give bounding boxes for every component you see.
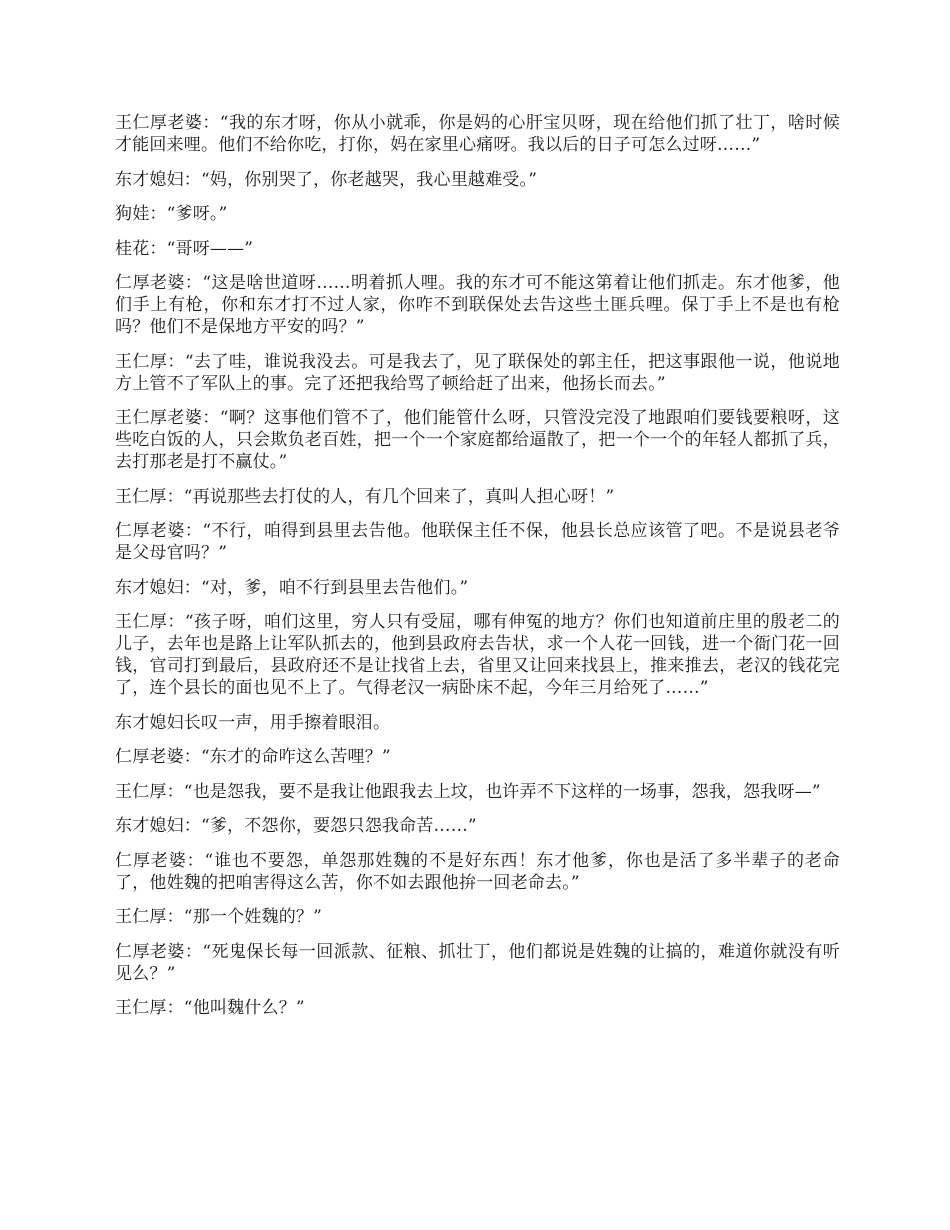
dialogue-paragraph: 仁厚老婆：“死鬼保长每一回派款、征粮、抓壮丁，他们都说是姓魏的让搞的，难道你就没有听见么？” xyxy=(115,941,840,984)
dialogue-paragraph: 狗娃：“爹呀。” xyxy=(115,204,228,224)
dialogue-paragraph: 东才媳妇：“对，爹，咱不行到县里去告他们。” xyxy=(115,577,469,598)
dialogue-paragraph: 王仁厚老婆：“啊？这事他们管不了，他们能管什么呀，只管没完没了地跟咱们要钱要粮呀，这些吃白饭的人，只会欺负老百姓，把一个一个家庭都给逼散了，把一个一个的年轻人都抓了兵，去打那老是打不赢仗。” xyxy=(115,408,840,472)
document-body xyxy=(115,112,840,1032)
dialogue-paragraph: 王仁厚：“孩子呀，咱们这里，穷人只有受屈，哪有伸冤的地方？你们也知道前庄里的殷老二的儿子，去年也是路上让军队抓去的，他到县政府去告状，求一个人花一回钱，进一个衙门花一回钱，官司打到最后，县政府还不是让找省上去，省里又让回来找县上，推来推去，老汉的钱花完了，连个县长的面也见不上了。气得老汉一病卧床不起，今年三月给死了……” xyxy=(115,612,840,698)
dialogue-paragraph: 王仁厚：“去了哇，谁说我没去。可是我去了，见了联保处的郭主任，把这事跟他一说，他说地方上管不了军队上的事。完了还把我给骂了顿给赶了出来，他扬长而去。” xyxy=(115,351,840,394)
dialogue-paragraph: 王仁厚老婆：“我的东才呀，你从小就乖，你是妈的心肝宝贝呀，现在给他们抓了壮丁，啥时候才能回来哩。他们不给你吃，打你，妈在家里心痛呀。我以后的日子可怎么过呀……” xyxy=(115,113,840,155)
dialogue-paragraph: 仁厚老婆：“谁也不要怨，单怨那姓魏的不是好东西！东才他爹，你也是活了多半辈子的老命了，他姓魏的把咱害得这么苦，你不如去跟他拚一回老命去。” xyxy=(115,850,840,893)
dialogue-paragraph: 王仁厚：“他叫魏什么？” xyxy=(115,998,305,1018)
dialogue-paragraph: 东才媳妇：“妈，你别哭了，你老越哭，我心里越难受。” xyxy=(115,169,538,190)
dialogue-paragraph: 仁厚老婆：“这是啥世道呀……明着抓人哩。我的东才可不能这第着让他们抓走。东才他爹，他们手上有枪，你和东才打不过人家，你咋不到联保处去告这些土匪兵哩。保丁手上不是也有枪吗？他们不是保地方平安的吗？” xyxy=(115,273,840,337)
dialogue-paragraph: 王仁厚：“也是怨我，要不是我让他跟我去上坟，也许弄不下这样的一场事，怨我，怨我呀—” xyxy=(115,781,821,802)
dialogue-paragraph: 王仁厚：“再说那些去打仗的人，有几个回来了，真叫人担心呀！” xyxy=(115,486,615,507)
dialogue-paragraph: 仁厚老婆：“不行，咱得到县里去告他。他联保主任不保，他县长总应该管了吧。不是说县老爷是父母官吗？” xyxy=(115,521,840,563)
dialogue-paragraph: 王仁厚：“那一个姓魏的？” xyxy=(115,907,322,927)
dialogue-paragraph: 桂花：“哥呀——” xyxy=(115,238,254,259)
dialogue-paragraph: 仁厚老婆：“东才的命咋这么苦哩？” xyxy=(115,747,391,767)
narration-paragraph: 东才媳妇长叹一声，用手擦着眼泪。 xyxy=(115,712,391,733)
dialogue-paragraph: 东才媳妇：“爹，不怨你，要怨只怨我命苦……” xyxy=(115,816,477,836)
